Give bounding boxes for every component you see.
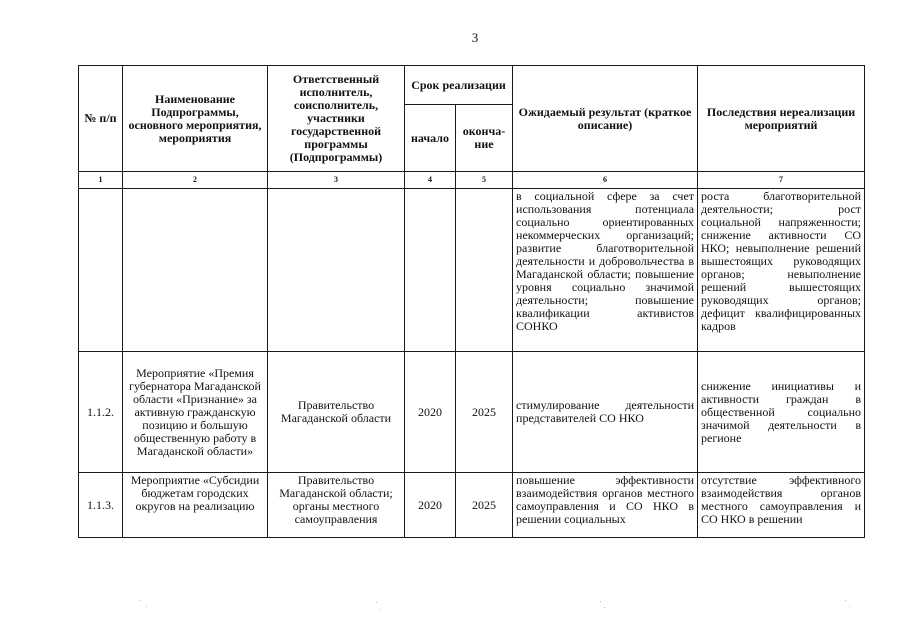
program-table [78, 65, 865, 538]
row-result: повышение эффективности взаимодействия органов местного самоуправления и СО НКО в решении социальных [513, 473, 698, 538]
row-end [456, 189, 513, 352]
row-number: 1.1.2. [79, 352, 123, 473]
row-start: 2020 [405, 473, 456, 538]
column-number: 2 [123, 172, 268, 189]
row-executor: Правительство Магаданской области; органы местного самоуправления [268, 473, 405, 538]
column-number: 5 [456, 172, 513, 189]
row-executor: Правительство Магаданской области [268, 352, 405, 473]
scan-speckle [604, 607, 605, 608]
column-numbers-row [79, 172, 865, 189]
header-term: Срок реализации [405, 66, 513, 105]
column-number: 4 [405, 172, 456, 189]
scan-speckle [380, 609, 381, 610]
scan-speckle [845, 600, 846, 601]
row-end: 2025 [456, 473, 513, 538]
header-end: оконча-ние [456, 105, 513, 172]
scan-speckle [376, 602, 377, 603]
header-result: Ожидаемый результат (краткое описание) [513, 66, 698, 172]
row-name: Мероприятие «Субсидии бюджетам городских округов на реализацию [123, 473, 268, 538]
column-number: 1 [79, 172, 123, 189]
page-number: 3 [471, 30, 479, 45]
row-end: 2025 [456, 352, 513, 473]
header-consequence: Последствия нереализации мероприятий [698, 66, 865, 172]
row-start [405, 189, 456, 352]
header-start: начало [405, 105, 456, 172]
header-number: № п/п [79, 66, 123, 172]
row-consequence: роста благотворительной деятельности; рост социальной напряженности; снижение активности СО НКО; невыполнение решений вышестоящих руководящих органов; невыполнение решений вышестоящих руководящих органов; дефицит квалифицированных кадров [698, 189, 865, 352]
header-name: Наименование Подпрограммы, основного мероприятия, мероприятия [123, 66, 268, 172]
scan-speckle [600, 601, 601, 602]
table-row [79, 473, 865, 538]
row-start: 2020 [405, 352, 456, 473]
column-number: 3 [268, 172, 405, 189]
row-consequence: отсутствие эффективного взаимодействия органов местного самоуправления и СО НКО в решении [698, 473, 865, 538]
row-executor [268, 189, 405, 352]
scan-speckle [146, 606, 147, 607]
row-number: 1.1.3. [79, 473, 123, 538]
scan-speckle [140, 600, 141, 601]
row-result: стимулирование деятельности представителей СО НКО [513, 352, 698, 473]
table-row [79, 189, 865, 352]
row-name: Мероприятие «Премия губернатора Магаданской области «Признание» за активную гражданскую позицию и большую общественную работу в Магаданской области» [123, 352, 268, 473]
table-row [79, 352, 865, 473]
column-number: 7 [698, 172, 865, 189]
scan-speckle [849, 606, 850, 607]
row-number [79, 189, 123, 352]
row-result: в социальной сфере за счет использования потенциала социально ориентированных некоммерческих организаций; развитие благотворительной деятельности и добровольчества в Магаданской области; повышение уровня социально значимой деятельности; повышение квалификации активистов СОНКО [513, 189, 698, 352]
row-name [123, 189, 268, 352]
row-consequence: снижение инициативы и активности граждан в общественной социально значимой деятельности в регионе [698, 352, 865, 473]
header-row-1 [79, 66, 865, 105]
header-executor: Ответственный исполнитель, соисполнитель, участники государственной программы (Подпрограммы) [268, 66, 405, 172]
column-number: 6 [513, 172, 698, 189]
